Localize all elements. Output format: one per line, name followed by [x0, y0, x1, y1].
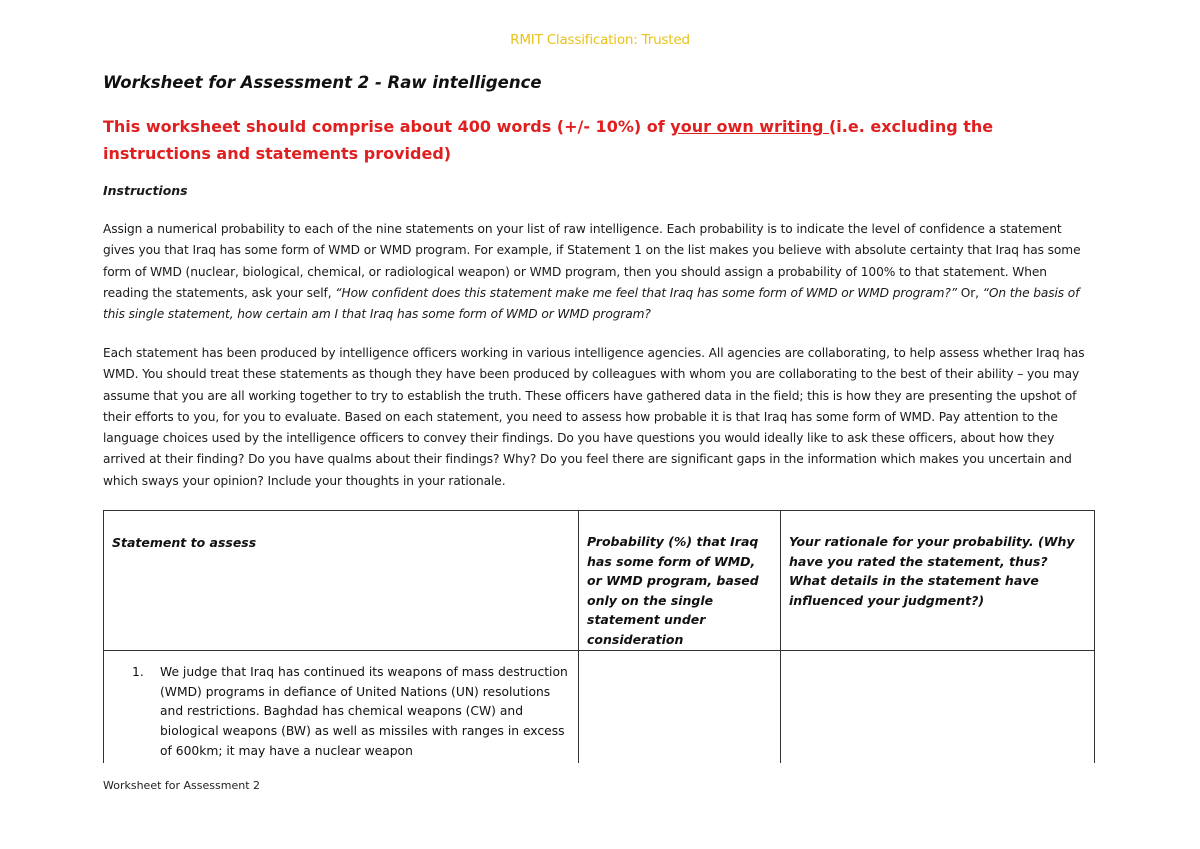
context-paragraph: Each statement has been produced by intelligence officers working in various intelligence agencies. All agencies are collaborating, to help assess whether Iraq has WMD. You should treat these statements as though they have been produced by colleagues with whom you are collaborating to the best of their ability – you may assume that you are all working together to try to establish the truth. These officers have gathered data in the field; this is how they are presenting the upshot of their efforts to you, for you to evaluate. Based on each statement, you need to assess how probable it is that Iraq has some form of WMD. Pay attention to the language choices used by the intelligence officers to convey their findings. Do you have questions you would ideally like to ask these officers, about how they arrived at their finding? Do you have qualms about their findings? Why? Do you feel there are significant gaps in the information which makes you uncertain and which sways your opinion? Include your thoughts in your rationale. [103, 346, 1085, 488]
classification-label: RMIT Classification: Trusted [510, 32, 690, 48]
instructions-paragraph-middle: Or, [956, 285, 983, 300]
statement-number: 1. [132, 665, 144, 679]
assessment-table [103, 510, 1095, 763]
header-rationale: Your rationale for your probability. (Why have you rated the statement, thus? What details in the statement have influenced your judgment?) [789, 534, 1075, 608]
probability-cell[interactable] [579, 651, 781, 764]
statement-item [104, 651, 578, 762]
table-header-cell [781, 511, 1095, 651]
instructions-heading: Instructions [103, 183, 188, 198]
requirement-text-start: This worksheet should comprise about 400 words (+/- 10%) of [103, 117, 671, 136]
header-probability: Probability (%) that Iraq has some form of WMD, or WMD program, based only on the single statement under consideration [587, 534, 759, 647]
table-header-cell [104, 511, 579, 651]
table-header-row [104, 511, 1095, 651]
page-footer: Worksheet for Assessment 2 [103, 779, 261, 792]
rationale-cell[interactable] [781, 651, 1095, 764]
instructions-paragraph-text: Assign a numerical probability to each of the nine statements on your list of raw intelligence. Each probability is to indicate the level of confidence a statement gives you that Iraq has some form of WMD or WMD program. For example, if Statement 1 on the list makes you believe with absolute certainty that Iraq has some form of WMD (nuclear, biological, chemical, or radiological weapon) or WMD program, then you should assign a probability of 100% to that statement. When reading the statements, ask your self, [103, 222, 1081, 300]
statement-cell [104, 651, 579, 764]
table-row [104, 651, 1095, 764]
instructions-quote-2: “On the basis of this single statement, how certain am I that Iraq has some form of WMD or WMD program? [103, 285, 1080, 322]
instructions-quote-1: “How confident does this statement make me feel that Iraq has some form of WMD or WMD program?” [335, 285, 957, 300]
instructions-paragraph [103, 219, 1093, 325]
statement-text: We judge that Iraq has continued its weapons of mass destruction (WMD) programs in defiance of United Nations (UN) resolutions and restrictions. Baghdad has chemical weapons (CW) and biological weapons (BW) as well as missiles with ranges in excess of 600km; it may have a nuclear weapon [160, 665, 568, 758]
requirement-text-end: (i.e. excluding the instructions and statements provided) [103, 117, 994, 163]
word-count-requirement [103, 113, 1093, 167]
header-statement: Statement to assess [112, 535, 257, 550]
document-title: Worksheet for Assessment 2 - Raw intelligence [103, 73, 542, 92]
requirement-underlined-text: your own writing [670, 117, 829, 136]
table-header-cell [579, 511, 781, 651]
